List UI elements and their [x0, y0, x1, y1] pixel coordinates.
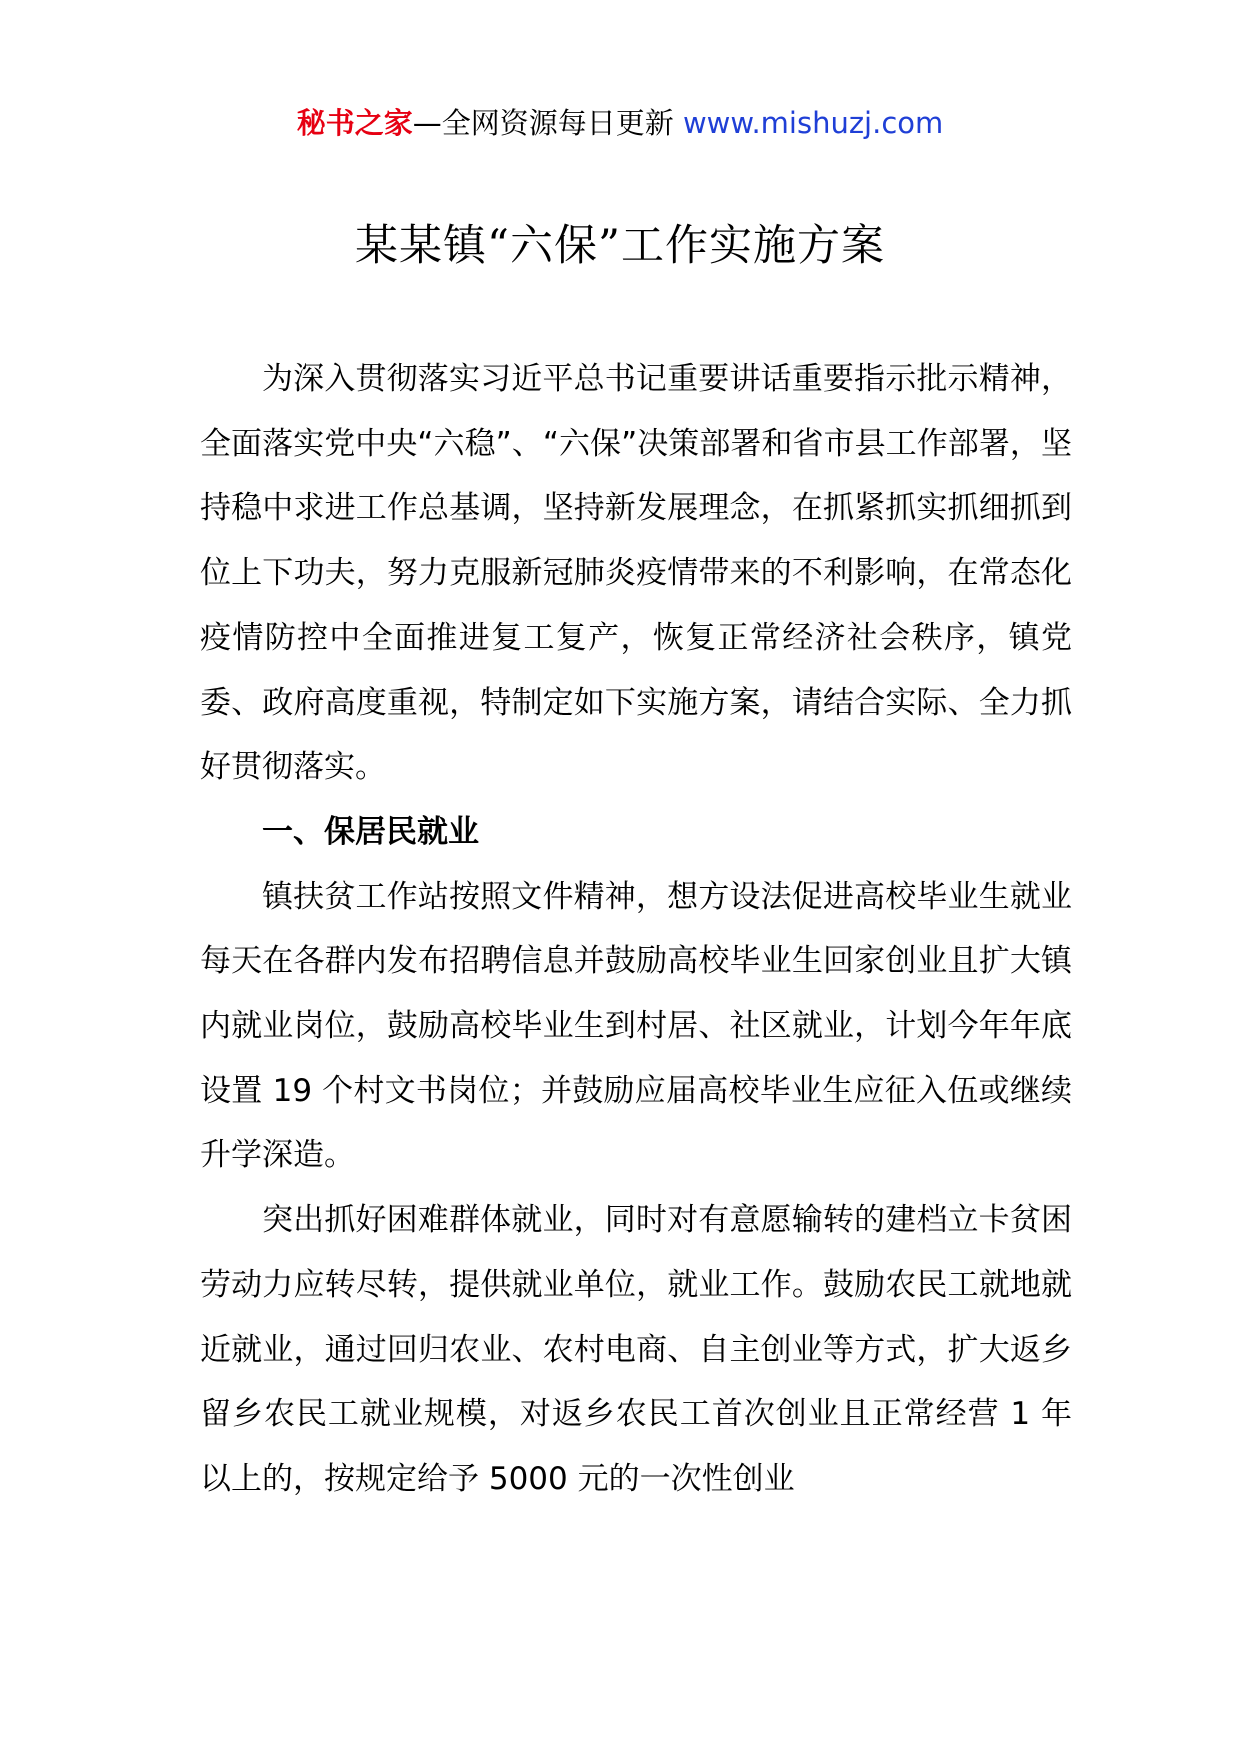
site-brand: 秘书之家: [296, 106, 413, 140]
intro-paragraph: 为深入贯彻落实习近平总书记重要讲话重要指示批示精神，全面落实党中央“六稳”、“六保”决策部署和省市县工作部署，坚持稳中求进工作总基调，坚持新发展理念，在抓紧抓实抓细抓到位上下功夫，努力克服新冠肺炎疫情带来的不利影响，在常态化疫情防控中全面推进复工复产，恢复正常经济社会秩序，镇党委、政府高度重视，特制定如下实施方案，请结合实际、全力抓好贯彻落实。: [200, 361, 1072, 786]
site-header: [0, 100, 1240, 146]
document-title: 某某镇“六保”工作实施方案: [355, 221, 885, 271]
section-paragraph: 镇扶贫工作站按照文件精神，想方设法促进高校毕业生就业每天在各群内发布招聘信息并鼓励高校毕业生回家创业且扩大镇内就业岗位，鼓励高校毕业生到村居、社区就业，计划今年年底设置 19 个村文书岗位；并鼓励应届高校毕业生应征入伍或继续升学深造。: [200, 878, 1072, 1174]
document-body: [200, 347, 1072, 1512]
site-tagline: —全网资源每日更新: [412, 106, 674, 140]
section-heading: 一、保居民就业: [262, 813, 479, 850]
section-paragraph: 突出抓好困难群体就业，同时对有意愿输转的建档立卡贫困劳动力应转尽转，提供就业单位，就业工作。鼓励农民工就地就近就业，通过回归农业、农村电商、自主创业等方式，扩大返乡留乡农民工就业规模，对返乡农民工首次创业且正常经营 1 年以上的，按规定给予 5000 元的一次性创业: [200, 1202, 1072, 1497]
site-url-link[interactable]: www.mishuzj.com: [682, 106, 944, 140]
